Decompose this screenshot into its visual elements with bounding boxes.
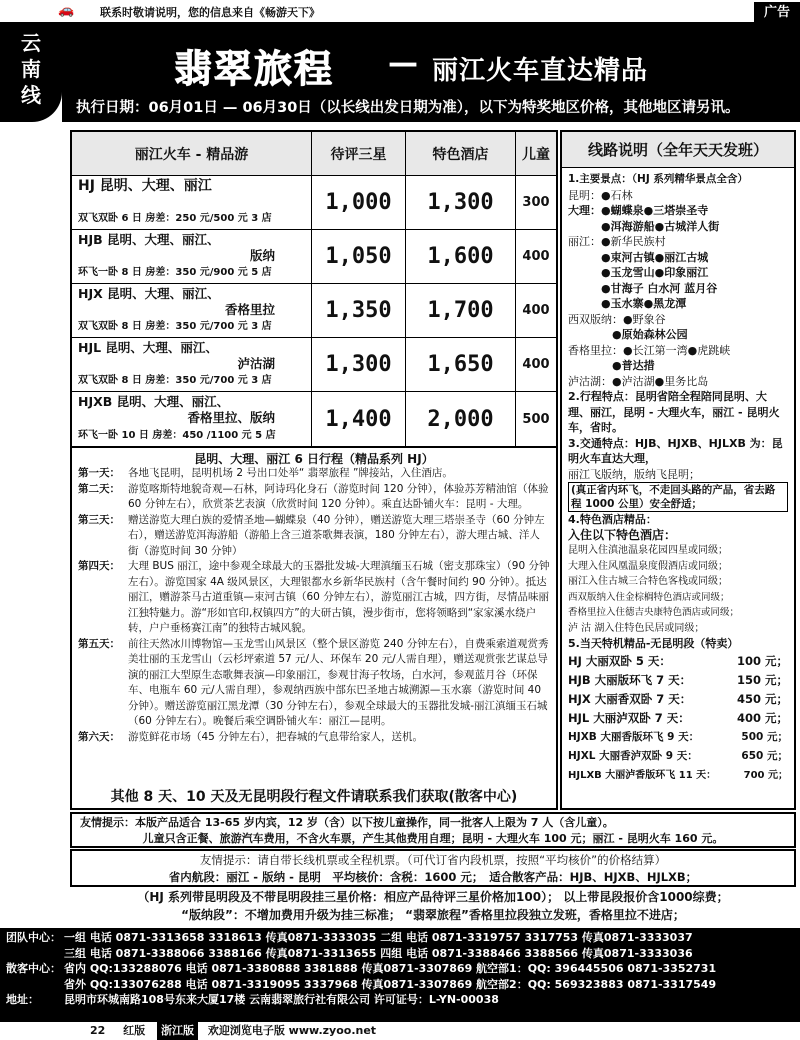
route-notes-panel [560, 130, 796, 810]
route-detail: 环飞一卧 10 日 房差：450 /1100 元 5 店 [78, 430, 276, 441]
route-cell [72, 230, 312, 283]
price-feature-hotel: 1,700 [406, 284, 516, 337]
spot-line: ●原始森林公园 [568, 328, 688, 341]
car-icon: 🚗 [58, 3, 75, 18]
spot-line: 昆明：●石林 [568, 188, 633, 202]
subtitle: 丽江火车直达精品 [432, 56, 649, 86]
price-child: 400 [522, 357, 550, 372]
spot-line: ●玉龙雪山●印象丽江 [568, 266, 709, 279]
edition-label: 红版 [123, 1024, 146, 1037]
itinerary-box [70, 448, 558, 810]
tip-line: 儿童只含正餐、旅游汽车费用，不含火车票，产生其他费用自理；昆明 - 大理火车 100 元；丽江 - 昆明火车 160 元。 [142, 832, 724, 845]
special-name: HJB 大丽版环飞 7 天： [568, 672, 692, 687]
contact-text: 昆明市环城南路108号东来大厦17楼 云南翡翠旅行社有限公司 许可证号：L-YN-00038 [64, 993, 499, 1006]
price-table [70, 130, 558, 448]
contact-row [6, 977, 794, 993]
table-row [72, 338, 556, 392]
price-feature-hotel: 1,650 [406, 338, 516, 391]
price-child: 400 [522, 249, 550, 264]
region-char: 南 [21, 57, 41, 81]
hotel-line: 香格里拉入住德吉央康特色酒店或同级； [568, 607, 740, 618]
special-item [568, 690, 788, 709]
route-code: HJL 昆明、大理、丽江、 [78, 340, 218, 355]
spot-line: ●束河古镇●丽江古城 [568, 250, 709, 264]
contact-panel [0, 928, 800, 1022]
contact-label: 地址： [6, 993, 39, 1006]
col-header-three-star: 待评三星 [312, 132, 406, 175]
brand-title: 翡翠旅程 [174, 47, 335, 91]
itinerary-day [72, 466, 556, 482]
section-transport: 3.交通特点：HJB、HJXB、HJLXB 为：昆明火车直达大理， [568, 436, 783, 465]
day-text: 大理 BUS 丽江，途中参观全球最大的玉器批发城-大理滇缅玉石城（密支那珠宝）（90 分钟左右）。游览国家 4A 级风景区，大理银都水乡新华民族村（含午餐时间约 90 分钟）。抵达丽江，赠游茶马古道重镇—束河古镇（60 分钟左右），游览丽江古城，四方街，尽情品味丽江独特魅力。游“形如官印,权镇四方”的大研古镇，漫步街市，您将领略到“家家溪水绕户转，户户垂杨赛江南”的独特古城风貌。 [128, 560, 550, 634]
route-code: HJX 昆明、大理、丽江、 [78, 286, 220, 301]
region-tag: 浙江版 [157, 1022, 198, 1040]
day-text: 游览鲜花市场（45 分钟左右），把春城的气息带给家人，送机。 [128, 730, 423, 743]
tip-line: 友情提示：本版产品适合 13-65 岁内宾，12 岁（含）以下按儿童操作，同一批客人上限为 7 人（含儿童）。 [80, 816, 614, 829]
day-label: 第五天： [78, 637, 120, 650]
day-text: 游览喀斯特地貌奇观—石林，阿诗玛化身石（游览时间 120 分钟），体验苏芳精油馆（体验 60 分钟左右），欣赏茶艺表演（欣赏时间 120 分钟）。乘直达卧铺火车：昆明 - 大理。 [128, 482, 549, 510]
itinerary-day [72, 730, 556, 746]
price-three-star: 1,300 [312, 338, 406, 391]
spot-line: 大理：●蝴蝶泉●三塔崇圣寺 [568, 204, 709, 217]
contact-row [6, 946, 794, 962]
transport-highlight: (真正省内环飞，不走回头路的产品，省去路程 1000 公里）安全舒适； [568, 482, 788, 512]
itinerary-footer: 其他 8 天、10 天及无昆明段行程文件请联系我们获取(散客中心) [110, 789, 518, 805]
region-label [0, 24, 62, 122]
contact-row [6, 930, 794, 946]
contact-text: 三组 电话 0871-3388066 3388166 传真0871-3313655 四组 电话 0871-3388466 3388566 传真0871-3333036 [64, 946, 693, 960]
price-child: 500 [522, 411, 550, 427]
route-cell [72, 176, 312, 229]
flight-tip-line: 省内航段：丽江 - 版纳 - 昆明 平均核价：含税：1600 元； 适合散客产品：HJB、HJXB、HJLXB； [168, 870, 698, 884]
spot-line: 泸沽湖：●泸沽湖●里务比岛 [568, 374, 709, 388]
special-price: 700 元； [743, 769, 788, 781]
route-line2: 香格里拉 [224, 302, 275, 317]
day-label: 第一天： [78, 467, 120, 479]
section-hotels: 4.特色酒店精品： [568, 513, 657, 526]
flight-tip-line: 友情提示：请自带长线机票或全程机票。（可代订省内段机票，按照“平均核价”的价格结算） [199, 853, 667, 867]
spot-line: ●洱海游船●古城洋人街 [568, 219, 720, 233]
table-row [72, 230, 556, 284]
page-number: 22 [90, 1024, 106, 1037]
spot-line: ●甘海子 白水河 蓝月谷 [568, 281, 718, 295]
title-dash: — [388, 46, 418, 81]
hotels-subtitle: 入住以下特色酒店： [568, 527, 677, 542]
route-code: HJXB 昆明、大理、丽江、 [78, 394, 230, 409]
route-detail: 双飞双卧 8 日 房差：350 元/700 元 3 店 [78, 375, 272, 386]
special-item [568, 671, 788, 690]
special-item [568, 747, 788, 766]
day-label: 第六天： [78, 730, 120, 743]
day-label: 第二天： [78, 482, 120, 495]
itinerary-day [72, 513, 556, 560]
table-header-row [72, 132, 556, 176]
section-features: 2.行程特点：昆明省陪全程陪同昆明、大理、丽江，昆明 - 大理火车，丽江 - 昆明火车，省时。 [568, 390, 780, 434]
route-code: HJ 昆明、大理、丽江 [78, 178, 212, 194]
price-child: 400 [522, 303, 550, 318]
contact-text: 省外 QQ:133076288 电话 0871-3319095 3337968 传真0871-3307869 航空部2：QQ: 569323883 0871-3317549 [64, 977, 717, 991]
day-text: 前往天然冰川博物馆—玉龙雪山风景区（整个景区游览 240 分钟左右），自费乘索道观赏秀美壮丽的玉龙雪山（云杉坪索道 57 元/人、环保车 20 元/人需自理），赠送观赏张艺谋总导演的丽江大型原生态歌舞表演—印象丽江，参观甘海子牧场，白水河，参观蓝月谷（环保车、电瓶车 60 元/人需自理），参观纳西族中部东巴圣地古城溯源—玉水寨（游览时间 40 分钟）。赠送游览丽江黑龙潭（30 分钟左右），参观全球最大的玉器批发城-丽江滇缅玉石城（60 分钟左右）。晚餐后乘空调卧铺火车：丽江—昆明。 [128, 637, 549, 727]
price-three-star: 1,050 [312, 230, 406, 283]
route-notes-title: 线路说明（全年天天发班） [562, 132, 794, 168]
top-notice: 联系时敬请说明，您的信息来自《畅游天下》 [100, 6, 320, 19]
section-main-spots: 1.主要景点：（HJ 系列精华景点全含） [568, 173, 748, 185]
day-text: 各地飞昆明，昆明机场 2 号出口处举“ 翡翠旅程 ”牌接站，入住酒店。 [128, 467, 453, 479]
spot-line: 香格里拉：●长江第一湾●虎跳峡 [568, 343, 731, 357]
route-cell [72, 284, 312, 337]
extra-line: “版纳段”：不增加费用升级为挂三标准； “翡翠旅程”香格里拉段独立发班，香格里拉不进店； [181, 908, 685, 922]
route-line2: 版纳 [249, 248, 275, 263]
special-item [568, 652, 788, 671]
contact-label [6, 977, 64, 993]
price-child: 300 [522, 195, 550, 210]
spot-line: 西双版纳：●野象谷 [568, 312, 666, 326]
price-three-star: 1,350 [312, 284, 406, 337]
special-name: HJLXB 大丽泸香版环飞 11 天： [568, 769, 717, 781]
region-char: 云 [21, 31, 41, 55]
route-detail: 双飞双卧 8 日 房差：350 元/700 元 3 店 [78, 321, 272, 332]
extra-line: （HJ 系列带昆明段及不带昆明段挂三星价格：相应产品待评三星价格加100）； 以上带昆段报价含1000综费； [137, 890, 729, 904]
contact-label [6, 946, 64, 962]
special-price: 450 元； [736, 691, 788, 706]
special-price: 650 元； [741, 749, 788, 762]
col-header-feature-hotel: 特色酒店 [406, 132, 516, 175]
hotel-line: 泸 沽 湖入住特色民居或同级； [568, 622, 705, 634]
route-code: HJB 昆明、大理、丽江、 [78, 232, 220, 247]
contact-row [6, 992, 794, 1008]
hotel-line: 西双版纳入住金棕榈特色酒店或同级； [568, 591, 730, 603]
route-detail: 双飞双卧 6 日 房差：250 元/500 元 3 店 [78, 213, 272, 224]
special-name: HJXB 大丽香版环飞 9 天： [568, 730, 700, 743]
table-row [72, 284, 556, 338]
special-price: 400 元； [736, 710, 788, 725]
section-specials: 5.当天特机精品-无昆明段（特卖） [568, 637, 739, 650]
contact-label: 散客中心： [6, 962, 61, 975]
special-name: HJX 大丽香双卧 7 天： [568, 691, 692, 706]
table-row [72, 392, 556, 446]
itinerary-day [72, 482, 556, 513]
route-cell [72, 392, 312, 446]
table-row [72, 176, 556, 230]
special-price: 150 元； [736, 672, 788, 687]
route-line2: 泸沽湖 [237, 356, 275, 371]
spot-line: 丽江：●新华民族村 [568, 235, 666, 248]
execution-dates: 执行日期：06月01日 — 06月30日（以长线出发日期为准），以下为特奖地区价格，其他地区请另讯。 [76, 100, 740, 116]
special-price: 500 元； [741, 730, 788, 743]
day-text: 赠送游览大理白族的爱情圣地—蝴蝶泉（40 分钟），赠送游览大理三塔崇圣寺（60 分钟左右），赠送游览洱海游船（游船上含三道茶歌舞表演，180 分钟左右），游大理古城、洋人街（游览时间 30 分钟） [128, 513, 545, 557]
price-three-star: 1,400 [312, 392, 406, 446]
price-three-star: 1,000 [312, 176, 406, 229]
special-item [568, 728, 788, 747]
contact-row [6, 961, 794, 977]
route-notes-body [562, 168, 794, 789]
price-feature-hotel: 1,300 [406, 176, 516, 229]
col-header-route: 丽江火车 - 精品游 [72, 132, 312, 175]
header-banner [62, 24, 800, 122]
flight-tips [70, 849, 796, 887]
hotel-line: 大理入住风凰温泉度假酒店或同级； [568, 560, 728, 572]
hotel-line: 昆明入住滇池温泉花园四星或同级； [568, 545, 728, 556]
route-detail: 环飞一卧 8 日 房差：350 元/900 元 5 店 [78, 267, 272, 278]
spot-line: ●普达措 [568, 359, 655, 372]
friendly-tips [70, 812, 796, 848]
contact-text: 省内 QQ:133288076 电话 0871-3380888 3381888 传真0871-3307869 航空部1：QQ: 396445506 0871-3352731 [64, 962, 717, 975]
special-name: HJXL 大丽香泸双卧 9 天： [568, 749, 698, 762]
transport-flight: 丽江飞版纳，版纳飞昆明； [568, 467, 700, 481]
special-price: 100 元； [736, 653, 788, 668]
day-label: 第四天： [78, 560, 120, 572]
hotel-line: 丽江入住古城三合特色客栈或同级； [568, 576, 728, 587]
top-bar [0, 0, 800, 24]
extra-notes [70, 888, 796, 928]
site-link[interactable]: 欢迎浏览电子版 www.zyoo.net [207, 1024, 377, 1037]
itinerary-title: 昆明、大理、丽江 6 日行程（精品系列 HJ） [194, 452, 434, 466]
special-item [568, 709, 788, 728]
page-footer [0, 1022, 800, 1040]
itinerary-day [72, 637, 556, 730]
special-name: HJ 大丽双卧 5 天： [568, 653, 671, 668]
price-feature-hotel: 2,000 [406, 392, 516, 446]
col-header-child: 儿童 [522, 146, 550, 163]
contact-label: 团队中心： [6, 931, 61, 944]
region-char: 线 [21, 83, 41, 107]
ad-label: 广告 [754, 2, 800, 24]
itinerary-day [72, 559, 556, 637]
spot-line: ●玉水寨●黑龙潭 [568, 297, 687, 310]
special-name: HJL 大丽泸双卧 7 天： [568, 710, 690, 725]
special-item [568, 766, 788, 785]
price-feature-hotel: 1,600 [406, 230, 516, 283]
route-line2: 香格里拉、版纳 [187, 410, 275, 425]
route-cell [72, 338, 312, 391]
day-label: 第三天： [78, 513, 120, 526]
contact-text: 一组 电话 0871-3313658 3318613 传真0871-3333035 二组 电话 0871-3319757 3317753 传真0871-3333037 [64, 931, 693, 944]
